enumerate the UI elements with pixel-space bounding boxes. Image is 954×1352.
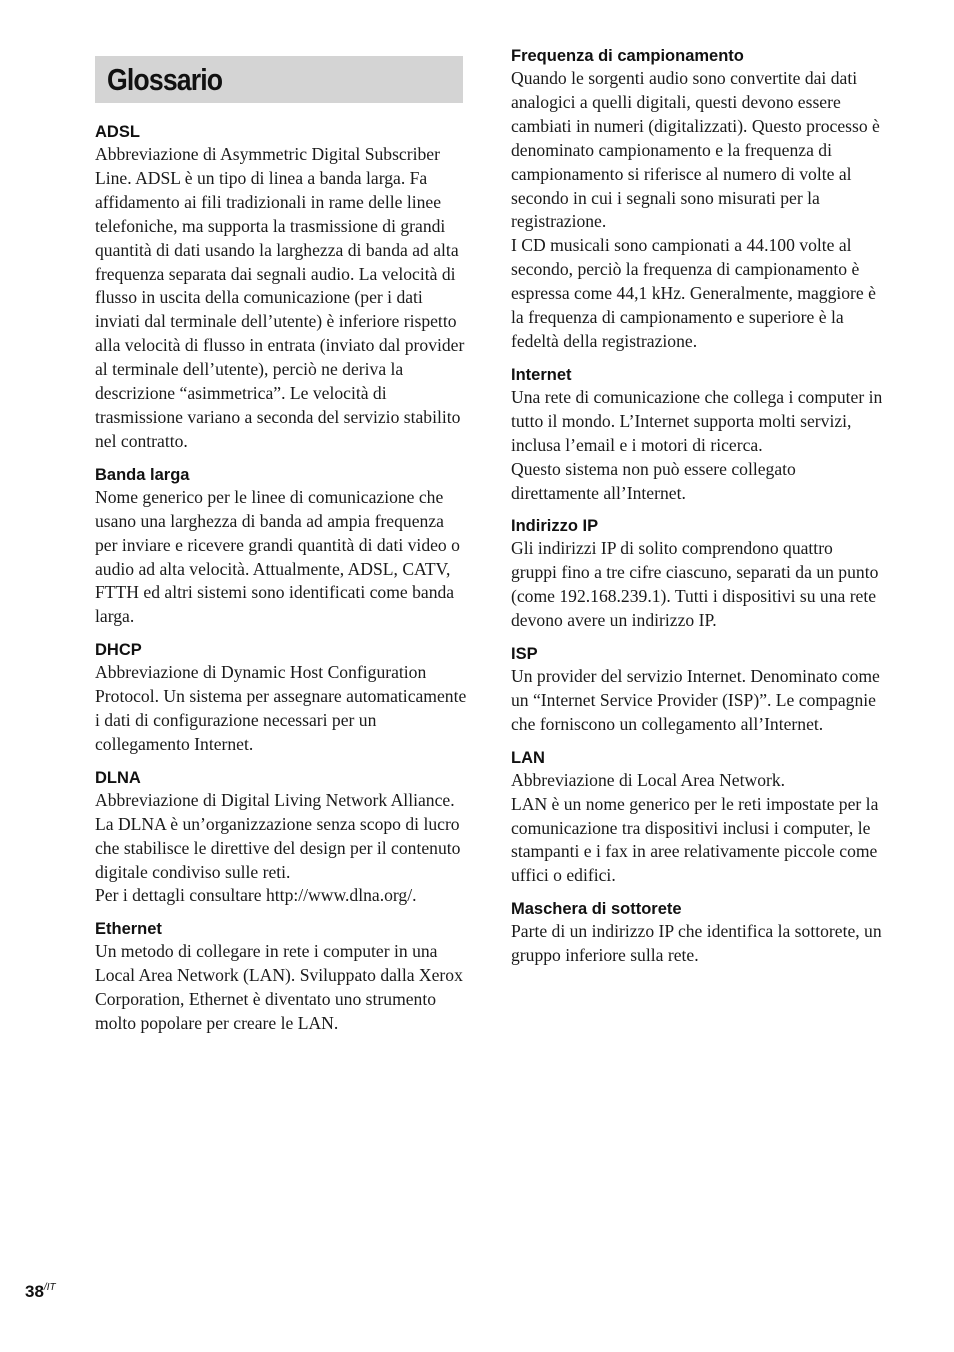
glossary-definition: Abbreviazione di Local Area Network.: [511, 769, 786, 790]
glossary-column-right: [511, 45, 883, 978]
glossary-definition: Quando le sorgenti audio sono convertite dai dati analogici a quelli digitali, questi devono essere cambiati in numeri (digitalizzati). Questo processo è denominato campionamento e la frequenza di campionamento si riferisce al numero di volte al secondo in cui i segnali sono misurati per la registrazione.: [511, 68, 880, 232]
glossary-term: ADSL: [95, 123, 140, 141]
glossary-term: Indirizzo IP: [511, 517, 599, 536]
glossary-entry: [511, 45, 883, 354]
glossary-term: ISP: [511, 645, 538, 664]
section-title-banner: [95, 56, 463, 103]
glossary-entry: [95, 639, 467, 757]
glossary-definition: Nome generico per le linee di comunicazione che usano una larghezza di banda ad ampia frequenza per inviare e ricevere grandi quantità di dati video o audio ad alta velocità. Attualmente, ADSL, CATV, FTTH ed altri sistemi sono identificati come banda larga.: [95, 486, 460, 627]
glossary-definition: LAN è un nome generico per le reti impostate per la comunicazione tra dispositivi inclusi i computer, le stampanti e i fax in aree relativamente piccole come uffici o edifici.: [511, 793, 879, 886]
page-number-value: 38: [25, 1282, 44, 1301]
glossary-definition: Per i dettagli consultare http://www.dlna.org/.: [95, 885, 417, 906]
glossary-entry: [511, 364, 883, 506]
page-lang-suffix: /IT: [43, 1282, 56, 1293]
glossary-definition: Abbreviazione di Asymmetric Digital Subscriber Line. ADSL è un tipo di linea a banda larga. Fa affidamento ai fili tradizionali in rame delle linee telefoniche, ma supporta la trasmissione di grandi quantità di dati usando la larghezza di banda ad alta frequenza separata dai segnali audio. La velocità di flusso in uscita della comunicazione (per i dati inviati dal terminale dell’utente) è inferiore rispetto alla velocità di flusso in entrata (inviato dal provider al terminale dell’utente), perciò ne deriva la descrizione “asimmetrica”. Le velocità di trasmissione variano a seconda del servizio stabilito nel contratto.: [95, 144, 465, 451]
glossary-term: DHCP: [95, 641, 142, 660]
glossary-entry: [95, 918, 467, 1036]
glossary-entry: [511, 747, 883, 889]
glossary-entry: [511, 515, 883, 633]
glossary-term: Maschera di sottorete: [511, 900, 682, 919]
glossary-definition: Un provider del servizio Internet. Denominato come un “Internet Service Provider (ISP)”. Le compagnie che forniscono un collegamento all’Internet.: [511, 666, 880, 734]
glossary-term: DLNA: [95, 768, 141, 787]
glossary-entry: [511, 898, 883, 968]
glossary-definition: Questo sistema non può essere collegato direttamente all’Internet.: [511, 458, 796, 503]
glossary-definition: Gli indirizzi IP di solito comprendono quattro gruppi fino a tre cifre ciascuno, separati da un punto (come 192.168.239.1). Tutti i dispositivi su una rete devono avere un indirizzo IP.: [511, 538, 879, 631]
glossary-column-left: [95, 121, 467, 1046]
glossary-definition: Una rete di comunicazione che collega i computer in tutto il mondo. L’Internet supporta molti servizi, inclusa l’email e i motori di ricerca.: [511, 386, 883, 455]
glossary-term: LAN: [511, 748, 545, 767]
glossary-entry: [95, 767, 467, 909]
glossary-entry: [95, 121, 467, 454]
glossary-term: Ethernet: [95, 920, 162, 939]
page-number: [25, 1282, 56, 1302]
glossary-entry: [511, 643, 883, 737]
page-lang-code: IT: [46, 1282, 56, 1293]
glossary-definition: Abbreviazione di Digital Living Network Alliance. La DLNA è un’organizzazione senza scopo di lucro che stabilisce le direttive del design per il contenuto digitale condiviso sulle reti.: [95, 789, 461, 882]
glossary-term: Internet: [511, 365, 572, 384]
page-title: Glossario: [107, 62, 223, 97]
glossary-definition: Un metodo di collegare in rete i computer in una Local Area Network (LAN). Sviluppato dalla Xerox Corporation, Ethernet è diventato uno strumento molto popolare per creare le LAN.: [95, 941, 463, 1034]
glossary-definition: Abbreviazione di Dynamic Host Configuration Protocol. Un sistema per assegnare automaticamente i dati di configurazione necessari per un collegamento Internet.: [95, 662, 467, 754]
glossary-definition: Parte di un indirizzo IP che identifica la sottorete, un gruppo inferiore sulla rete.: [511, 921, 882, 966]
glossary-term: Frequenza di campionamento: [511, 47, 744, 65]
glossary-definition: I CD musicali sono campionati a 44.100 volte al secondo, perciò la frequenza di campionamento è espressa come 44,1 kHz. Generalmente, maggiore è la frequenza di campionamento e superiore è la fedeltà della registrazione.: [511, 235, 876, 351]
glossary-entry: [95, 464, 467, 629]
glossary-term: Banda larga: [95, 465, 190, 484]
